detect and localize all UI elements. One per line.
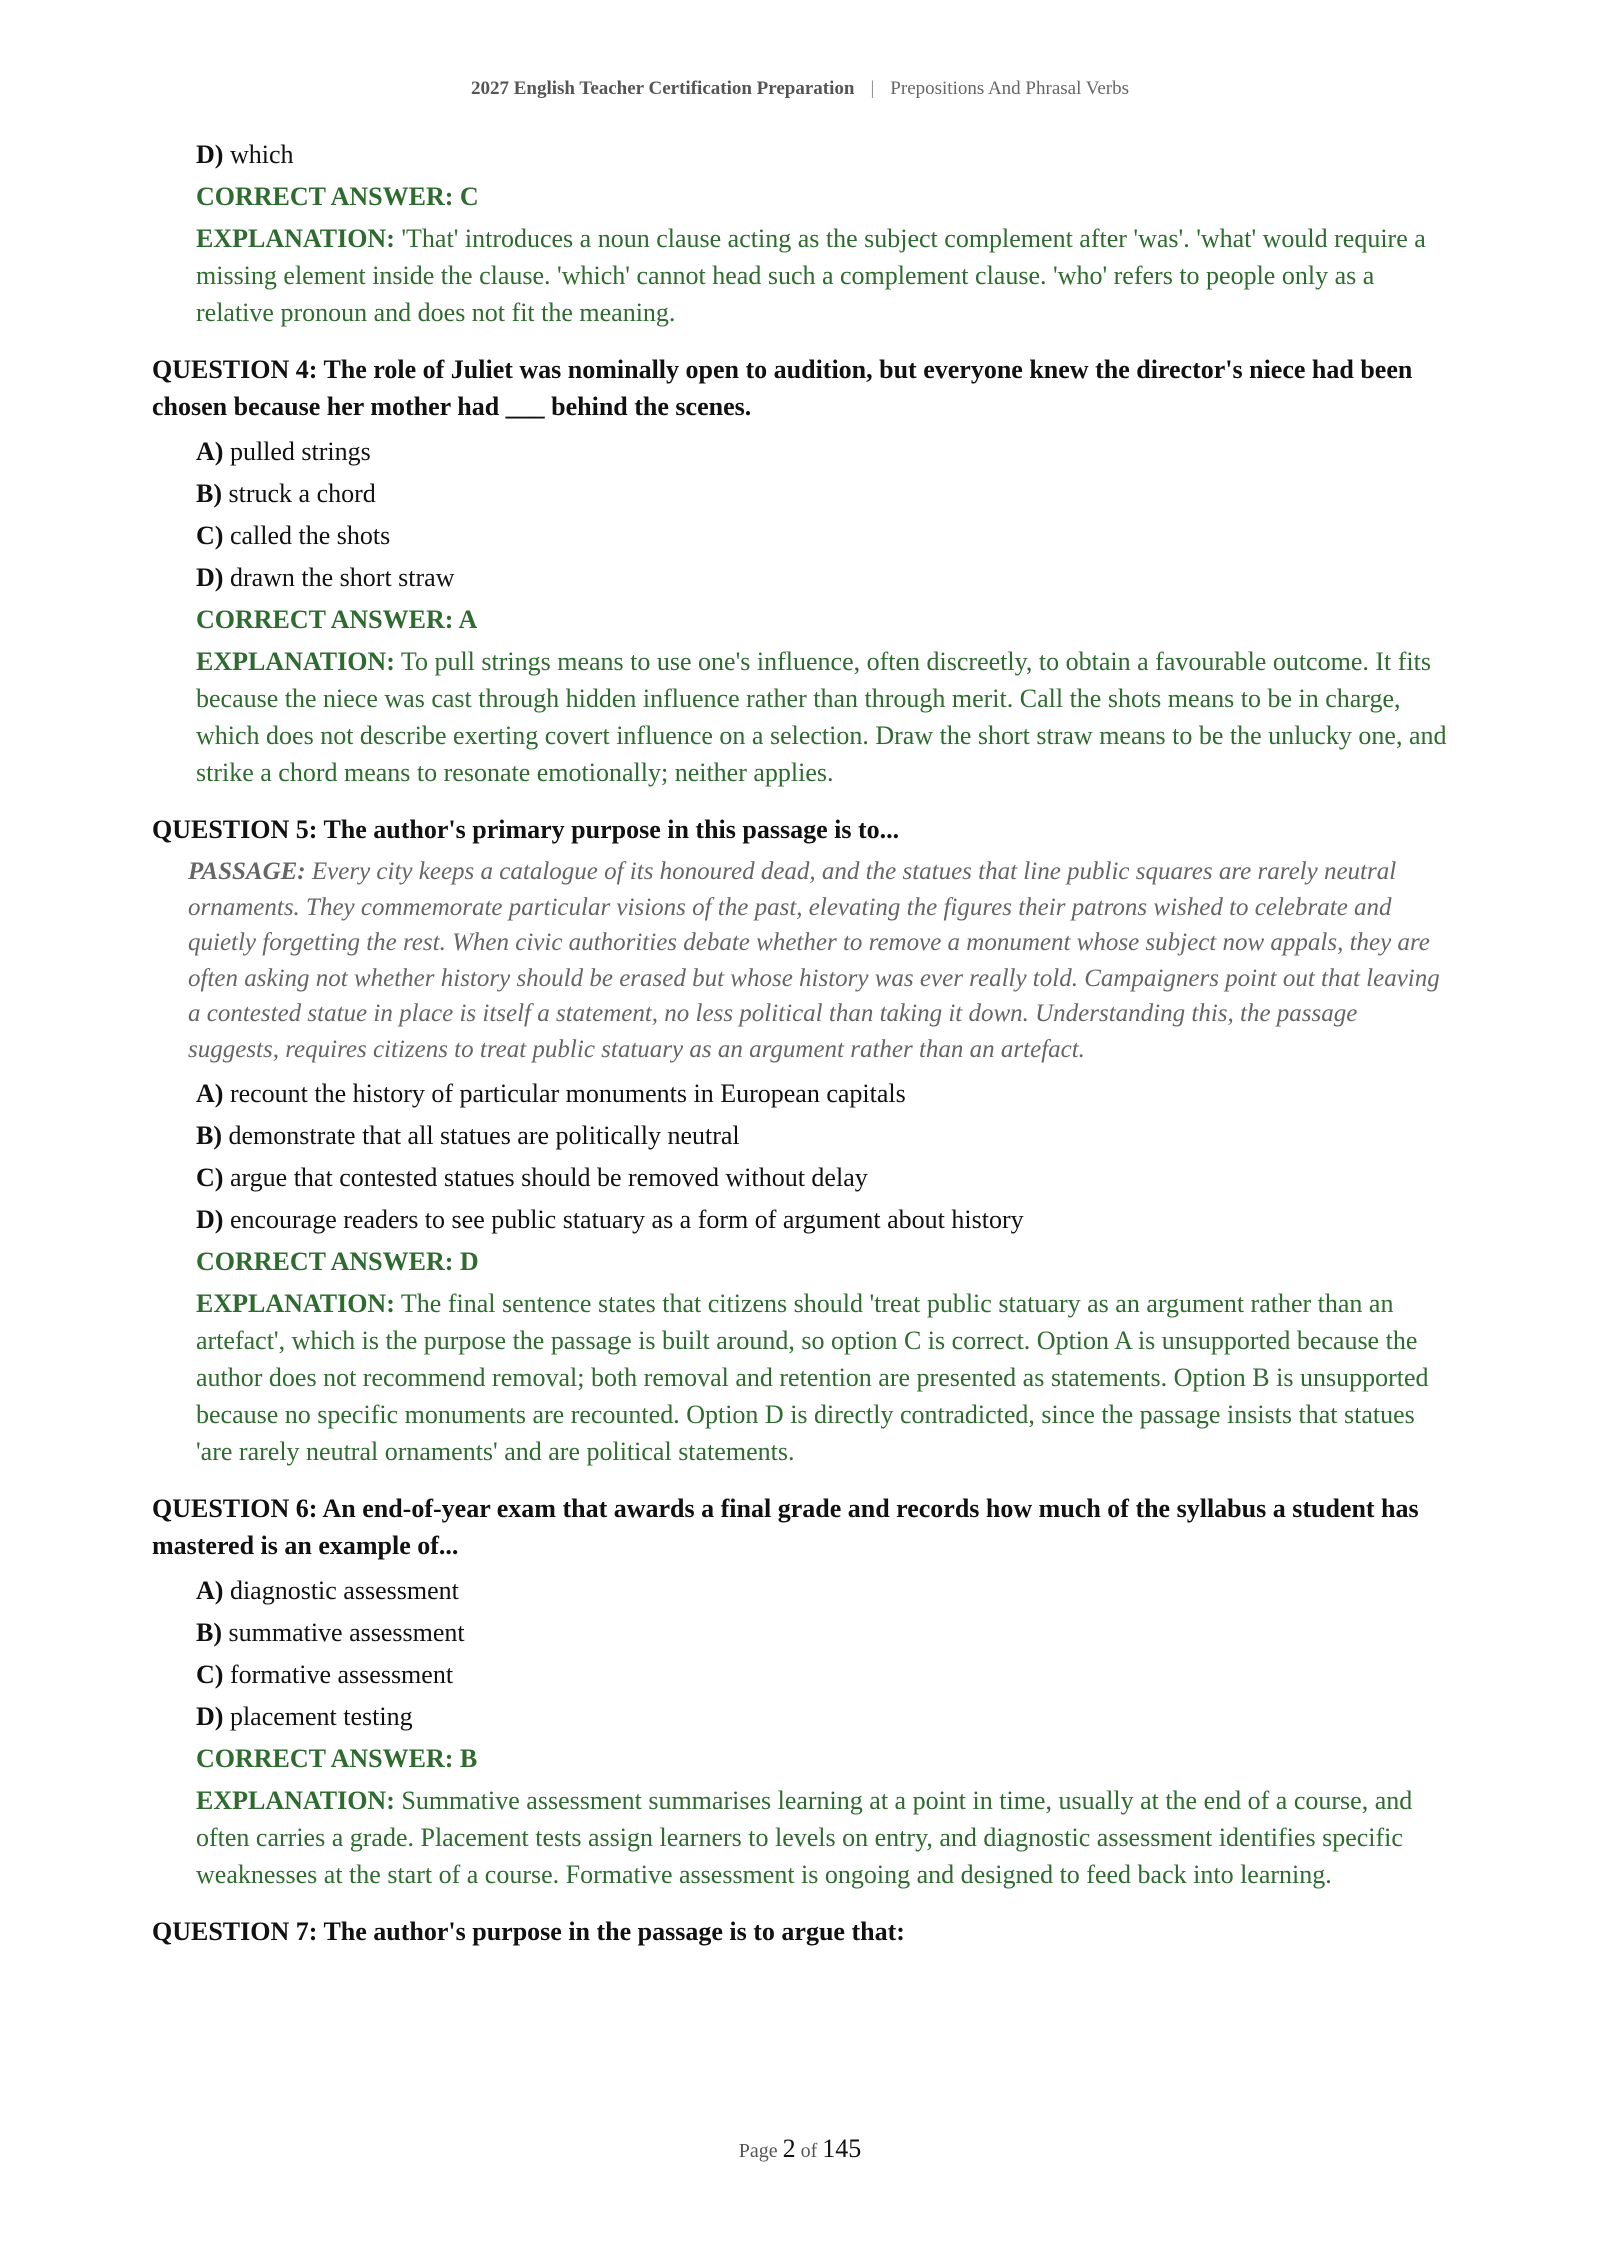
explanation: EXPLANATION: Summative assessment summarises learning at a point in time, usually at the end of a course, and often carries a grade. Placement tests assign learners to levels on entry, and diagnostic assessment identifies specific weaknesses at the start of a course. Formative assessment is ongoing and designed to feed back into learning.	[196, 1786, 1413, 1889]
option-a: A) pulled strings	[196, 437, 371, 466]
option-d: D) which	[196, 140, 294, 169]
option-c: C) called the shots	[196, 521, 391, 550]
explanation: EXPLANATION: The final sentence states that citizens should 'treat public statuary as an argument rather than an artefact', which is the purpose the passage is built around, so option C is correct. Option A is unsupported because the author does not recommend removal; both removal and retention are presented as statements. Option B is unsupported because no specific monuments are recounted. Option D is directly contradicted, since the passage insists that statues 'are rarely neutral ornaments' and are political statements.	[196, 1289, 1429, 1466]
question-4: QUESTION 4: The role of Juliet was nominally open to audition, but everyone knew the director's niece had been chosen because her mother had ___ behind the scenes.	[152, 355, 1413, 421]
document-title: 2027 English Teacher Certification Preparation	[470, 78, 855, 99]
option-a: A) recount the history of particular monuments in European capitals	[196, 1079, 906, 1108]
total-pages: 145	[822, 2134, 862, 2163]
option-c: C) formative assessment	[196, 1660, 454, 1689]
of-label: of	[800, 2140, 818, 2162]
explanation: EXPLANATION: To pull strings means to use one's influence, often discreetly, to obtain a favourable outcome. It fits because the niece was cast through hidden influence rather than through merit. Call the shots means to be in charge, which does not describe exerting covert influence on a selection. Draw the short straw means to be the unlucky one, and strike a chord means to resonate emotionally; neither applies.	[196, 647, 1447, 787]
header-separator: |	[870, 78, 875, 99]
option-b: B) struck a chord	[196, 479, 376, 508]
page-content	[152, 134, 1448, 1956]
explanation: EXPLANATION: 'That' introduces a noun clause acting as the subject complement after 'was'. 'what' would require a missing element inside the clause. 'which' cannot head such a complement clause. 'who' refers to people only as a relative pronoun and does not fit the meaning.	[196, 224, 1426, 327]
option-b: B) summative assessment	[196, 1618, 465, 1647]
correct-answer: CORRECT ANSWER: C	[196, 182, 479, 211]
correct-answer: CORRECT ANSWER: B	[196, 1744, 478, 1773]
section-title: Prepositions And Phrasal Verbs	[890, 78, 1130, 99]
correct-answer: CORRECT ANSWER: D	[196, 1247, 479, 1276]
option-b: B) demonstrate that all statues are politically neutral	[196, 1121, 740, 1150]
page-number: 2	[782, 2134, 796, 2163]
option-a: A) diagnostic assessment	[196, 1576, 459, 1605]
reading-passage: PASSAGE: Every city keeps a catalogue of its honoured dead, and the statues that line public squares are rarely neutral ornaments. They commemorate particular visions of the past, elevating the figures their patrons wished to celebrate and quietly forgetting the rest. When civic authorities debate whether to remove a monument whose subject now appals, they are often asking not whether history should be erased but whose history was ever really told. Campaigners point out that leaving a contested statue in place is itself a statement, no less political than taking it down. Understanding this, the passage suggests, requires citizens to treat public statuary as an argument rather than an artefact.	[188, 858, 1440, 1063]
page-footer	[0, 2134, 1600, 2164]
option-d: D) placement testing	[196, 1702, 413, 1731]
question-7: QUESTION 7: The author's purpose in the passage is to argue that:	[152, 1917, 905, 1946]
page-label: Page	[738, 2140, 778, 2162]
question-5: QUESTION 5: The author's primary purpose in this passage is to...	[152, 815, 900, 844]
option-d: D) encourage readers to see public statuary as a form of argument about history	[196, 1205, 1024, 1234]
correct-answer: CORRECT ANSWER: A	[196, 605, 478, 634]
page-header	[0, 78, 1600, 100]
option-c: C) argue that contested statues should be removed without delay	[196, 1163, 868, 1192]
question-6: QUESTION 6: An end-of-year exam that awards a final grade and records how much of the syllabus a student has mastered is an example of...	[152, 1494, 1419, 1560]
option-d: D) drawn the short straw	[196, 563, 455, 592]
